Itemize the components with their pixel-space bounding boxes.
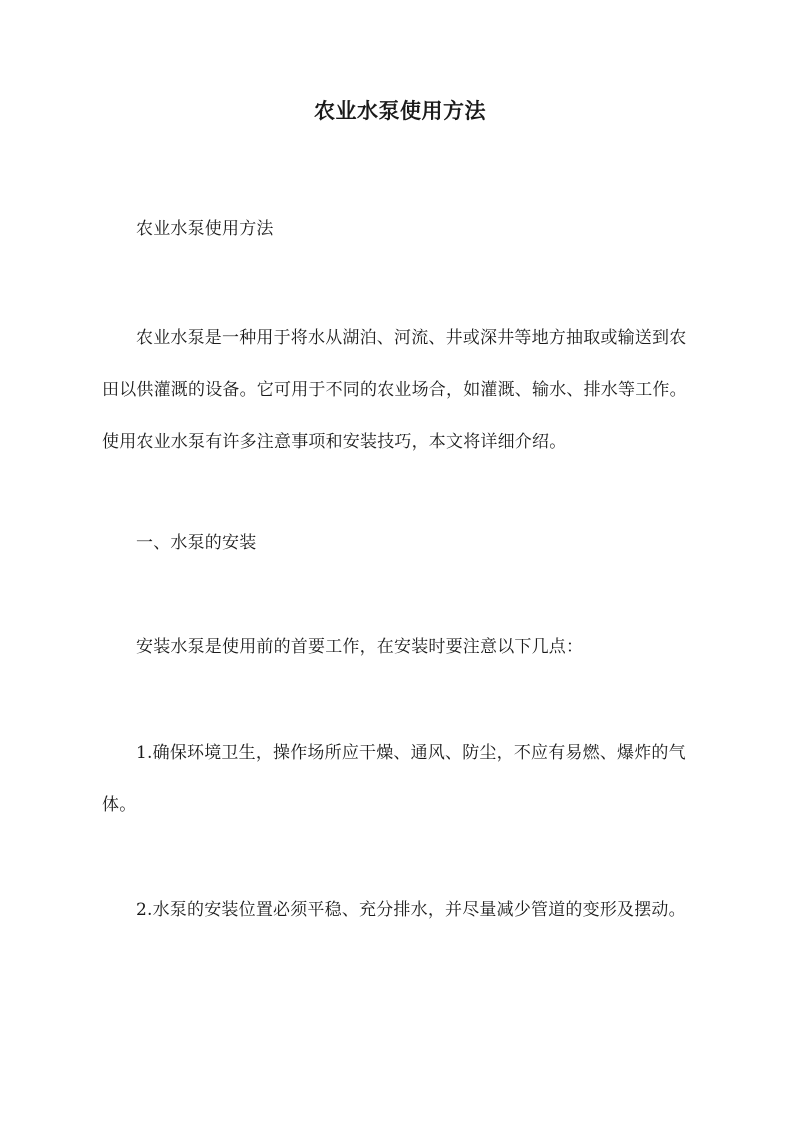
subtitle-paragraph: 农业水泵使用方法 bbox=[136, 219, 274, 239]
section-lead-paragraph: 安装水泵是使用前的首要工作，在安装时要注意以下几点： bbox=[136, 637, 584, 657]
document-title: 农业水泵使用方法 bbox=[314, 98, 486, 123]
list-item-1: 1.确保环境卫生，操作场所应干燥、通风、防尘，不应有易燃、爆炸的气体。 bbox=[102, 743, 686, 815]
list-item-2: 2.水泵的安装位置必须平稳、充分排水，并尽量减少管道的变形及摆动。 bbox=[136, 900, 686, 920]
section-heading: 一、水泵的安装 bbox=[136, 533, 257, 553]
intro-paragraph: 农业水泵是一种用于将水从湖泊、河流、井或深井等地方抽取或输送到农田以供灌溉的设备。它可用于不同的农业场合，如灌溉、输水、排水等工作。使用农业水泵有许多注意事项和安装技巧，本文将详细介绍。 bbox=[102, 328, 687, 452]
